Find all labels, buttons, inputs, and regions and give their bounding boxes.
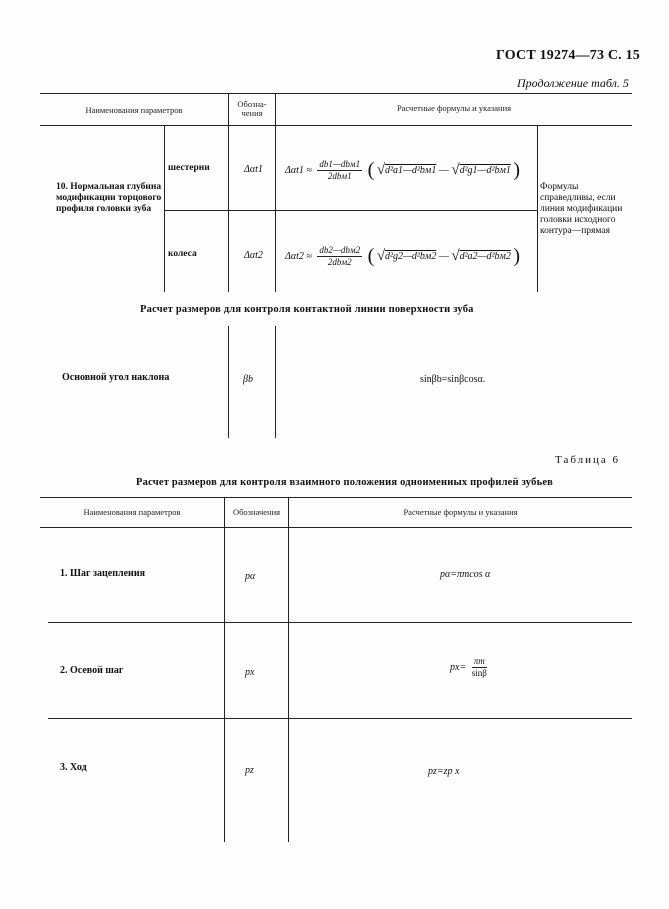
formula2-num: db2—dbм2 — [319, 245, 361, 255]
sqrt-icon: √ — [376, 248, 386, 264]
angle-row-symbol: βb — [243, 374, 253, 385]
formula2-paren-open: ( — [367, 245, 375, 267]
row10-symbol-1: Δαt1 — [244, 164, 263, 175]
angle-row-name: Основной угол наклона — [62, 372, 170, 383]
table5-col-name: Наименования параметров — [85, 105, 183, 115]
table6-row-border — [48, 622, 632, 623]
formula2-den: 2dbм2 — [327, 257, 352, 267]
formula1-paren-close: ) — [513, 159, 521, 181]
row10-formula-2 — [285, 245, 520, 268]
table6-col-name: Наименования параметров — [83, 507, 181, 517]
formula1-num: db1—dbм1 — [319, 159, 361, 169]
table5-col-divider — [275, 125, 276, 292]
formula2-lhs: Δαt2 ≈ — [285, 250, 312, 262]
row10-formula-1 — [285, 159, 520, 182]
table5-col-symbol: Обозна- чения — [237, 99, 267, 118]
table6-col-formula: Расчетные формулы и указания — [403, 507, 518, 517]
table5-subcol-divider — [164, 125, 165, 292]
row1-symbol: pα — [245, 571, 256, 582]
row2-num: πm — [472, 656, 487, 668]
table5-header-border — [40, 125, 632, 126]
row10-symbol-2: Δαt2 — [244, 250, 263, 261]
table5-col-formula: Расчетные формулы и указания — [396, 103, 512, 113]
page-header: ГОСТ 19274—73 С. 15 — [496, 48, 640, 63]
row10-sub-wheel: колеса — [168, 249, 197, 259]
sqrt-icon: √ — [376, 162, 386, 178]
row2-symbol: px — [245, 667, 255, 678]
continuation-label: Продолжение табл. 5 — [517, 76, 629, 90]
table5-note-divider — [537, 125, 538, 292]
row10-note: Формулы справедливы, если линия модификации головки исходного контура—прямая — [540, 182, 623, 236]
table6-top-border — [40, 497, 632, 498]
row3-formula: pz=zp x — [428, 766, 460, 777]
table6-col-symbol: Обозначения — [232, 507, 281, 517]
formula1-paren-open: ( — [367, 159, 375, 181]
table6-col-divider — [224, 497, 225, 842]
formula2-root-1: d²g2—d²bм2 — [385, 250, 437, 262]
table-row: 2. Осевой шаг — [60, 665, 124, 676]
row2-formula — [450, 656, 490, 679]
table6-row-border — [48, 718, 632, 719]
formula1-root-1: d²a1—d²bм1 — [385, 164, 437, 176]
table6-col-divider — [288, 497, 289, 842]
formula2-root-2: d²a2—d²bм2 — [459, 250, 511, 262]
sqrt-icon: √ — [451, 248, 460, 264]
formula1-den: 2dbм1 — [327, 171, 352, 181]
angle-row-formula: sinβb=sinβcosα. — [420, 374, 486, 385]
table5-col-divider — [228, 326, 229, 438]
row1-formula: pα=πmcos α — [440, 569, 491, 580]
table6-label: Таблица 6 — [555, 454, 621, 466]
row10-name: 10. Нормальная глубина модификации торцового профиля головки зуба — [56, 182, 162, 214]
table-row: 3. Ход — [60, 762, 87, 773]
section-title: Расчет размеров для контроля контактной линии поверхности зуба — [140, 304, 474, 315]
row3-symbol: pz — [245, 765, 254, 776]
minus-sign: — — [438, 164, 449, 176]
table5-col-divider — [228, 125, 229, 292]
minus-sign: — — [438, 250, 449, 262]
sqrt-icon: √ — [451, 162, 460, 178]
formula2-paren-close: ) — [513, 245, 521, 267]
row2-den: sinβ — [471, 668, 487, 678]
row2-formula-lhs: px= — [450, 661, 467, 673]
table6-title: Расчет размеров для контроля взаимного положения одноименных профилей зубьев — [136, 477, 554, 488]
table-row: 1. Шаг зацепления — [60, 568, 145, 579]
row10-sub-pinion: шестерни — [168, 163, 210, 173]
formula2-fraction — [317, 245, 362, 268]
formula1-fraction — [317, 159, 362, 182]
formula1-lhs: Δαt1 ≈ — [285, 164, 312, 176]
formula1-root-2: d²g1—d²bм1 — [459, 164, 511, 176]
table5-col-divider — [275, 326, 276, 438]
table6-header-border — [40, 527, 632, 528]
row2-fraction — [472, 656, 487, 679]
table5-top-border — [40, 93, 632, 94]
table5-row-split — [164, 210, 537, 211]
